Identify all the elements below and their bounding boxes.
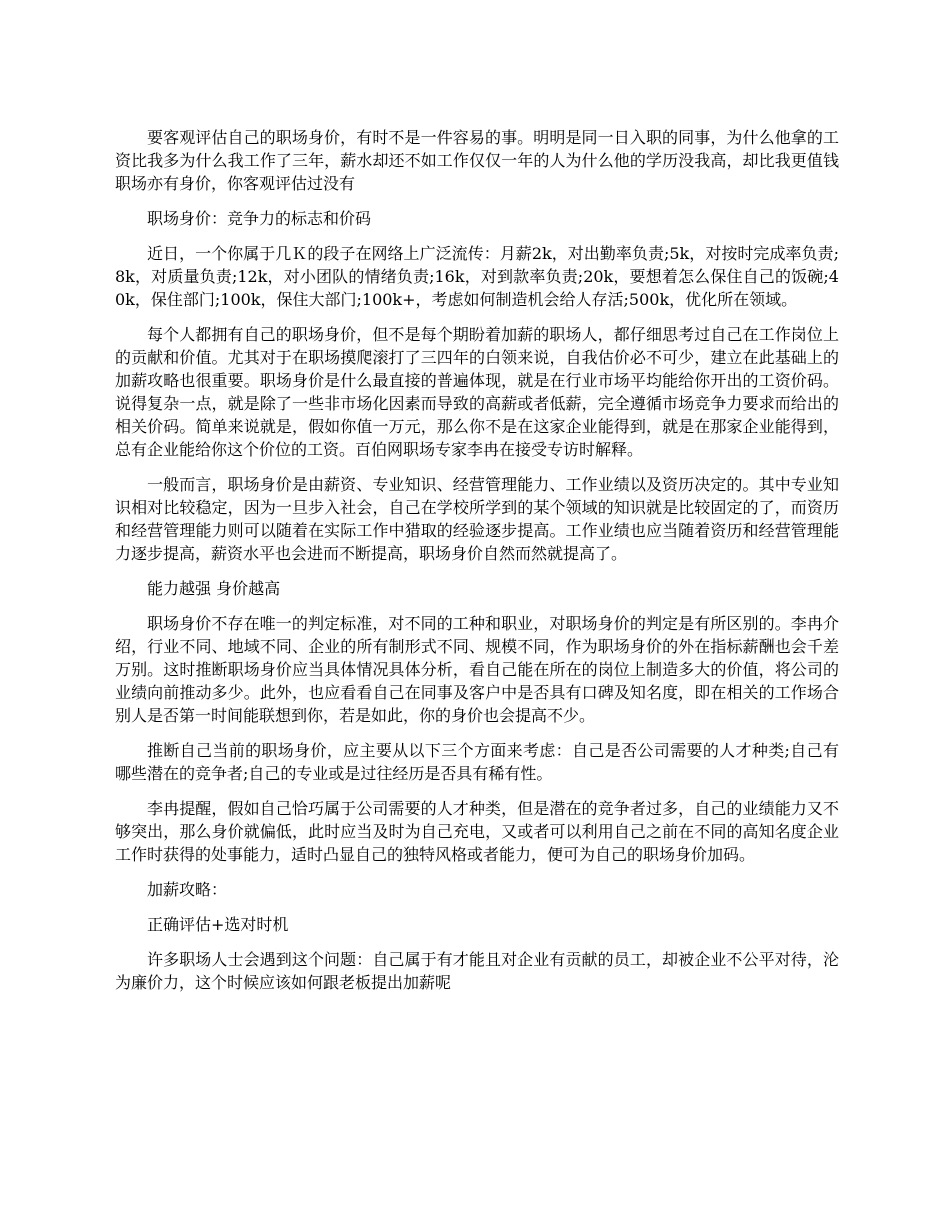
advice-paragraph: 李冉提醒，假如自己恰巧属于公司需要的人才种类，但是潜在的竞争者过多，自己的业绩能力又不够突出，那么身价就偏低，此时应当及时为自己充电，又或者可以利用自己之前在不同的高知名度企业工作时获得的处事能力，适时凸显自己的独特风格或者能力，便可为自己的职场身价加码。 <box>115 799 839 864</box>
document-page <box>115 126 839 1006</box>
intro-paragraph: 要客观评估自己的职场身价，有时不是一件容易的事。明明是同一日入职的同事，为什么他拿的工资比我多为什么我工作了三年，薪水却还不如工作仅仅一年的人为什么他的学历没我高，却比我更值钱职场亦有身价，你客观评估过没有 <box>115 128 839 193</box>
section-heading-ability: 能力越强 身价越高 <box>147 579 281 598</box>
salary-joke-paragraph: 近日，一个你属于几Ｋ的段子在网络上广泛流传：月薪2k，对出勤率负责;5k，对按时完成率负责;8k，对质量负责;12k，对小团队的情绪负责;16k，对到款率负责;20k，要想着怎么保住自己的饭碗;40k，保住部门;100k，保住大部门;100k+，考虑如何制造机会给人存活;500k，优化所在领域。 <box>115 244 839 309</box>
section-heading-career-value: 职场身价：竞争力的标志和价码 <box>147 209 372 228</box>
three-aspects-paragraph: 推断自己当前的职场身价，应主要从以下三个方面来考虑：自己是否公司需要的人才种类;自己有哪些潜在的竞争者;自己的专业或是过往经历是否具有稀有性。 <box>115 741 839 783</box>
judgment-standard-paragraph: 职场身价不存在唯一的判定标准，对不同的工种和职业，对职场身价的判定是有所区别的。李冉介绍，行业不同、地域不同、企业的所有制形式不同、规模不同，作为职场身价的外在指标薪酬也会千差万别。这时推断职场身价应当具体情况具体分析，看自己能在所在的岗位上制造多大的价值，将公司的业绩向前推动多少。此外，也应看看自己在同事及客户中是否具有口碑及知名度，即在相关的工作场合别人是否第一时间能联想到你，若是如此，你的身价也会提高不少。 <box>115 614 839 725</box>
section-heading-raise-strategy: 加薪攻略： <box>147 880 228 899</box>
self-valuation-paragraph: 每个人都拥有自己的职场身价，但不是每个期盼着加薪的职场人，都仔细思考过自己在工作岗位上的贡献和价值。尤其对于在职场摸爬滚打了三四年的白领来说，自我估价必不可少，建立在此基础上的加薪攻略也很重要。职场身价是什么最直接的普遍体现，就是在行业市场平均能给你开出的工资价码。说得复杂一点，就是除了一些非市场化因素而导致的高薪或者低薪，完全遵循市场竞争力要求而给出的相关价码。简单来说就是，假如你值一万元，那么你不是在这家企业能得到，就是在那家企业能得到，总有企业能给你这个价位的工资。百伯网职场专家李冉在接受专访时解释。 <box>115 325 839 459</box>
subheading-timing: 正确评估+选对时机 <box>147 915 289 934</box>
closing-paragraph: 许多职场人士会遇到这个问题：自己属于有才能且对企业有贡献的员工，却被企业不公平对待，沦为廉价力，这个时候应该如何跟老板提出加薪呢 <box>115 950 839 992</box>
value-factors-paragraph: 一般而言，职场身价是由薪资、专业知识、经营管理能力、工作业绩以及资历决定的。其中专业知识相对比较稳定，因为一旦步入社会，自己在学校所学到的某个领域的知识就是比较固定的了，而资历和经营管理能力则可以随着在实际工作中猎取的经验逐步提高。工作业绩也应当随着资历和经营管理能力逐步提高，薪资水平也会进而不断提高，职场身价自然而然就提高了。 <box>115 475 839 563</box>
